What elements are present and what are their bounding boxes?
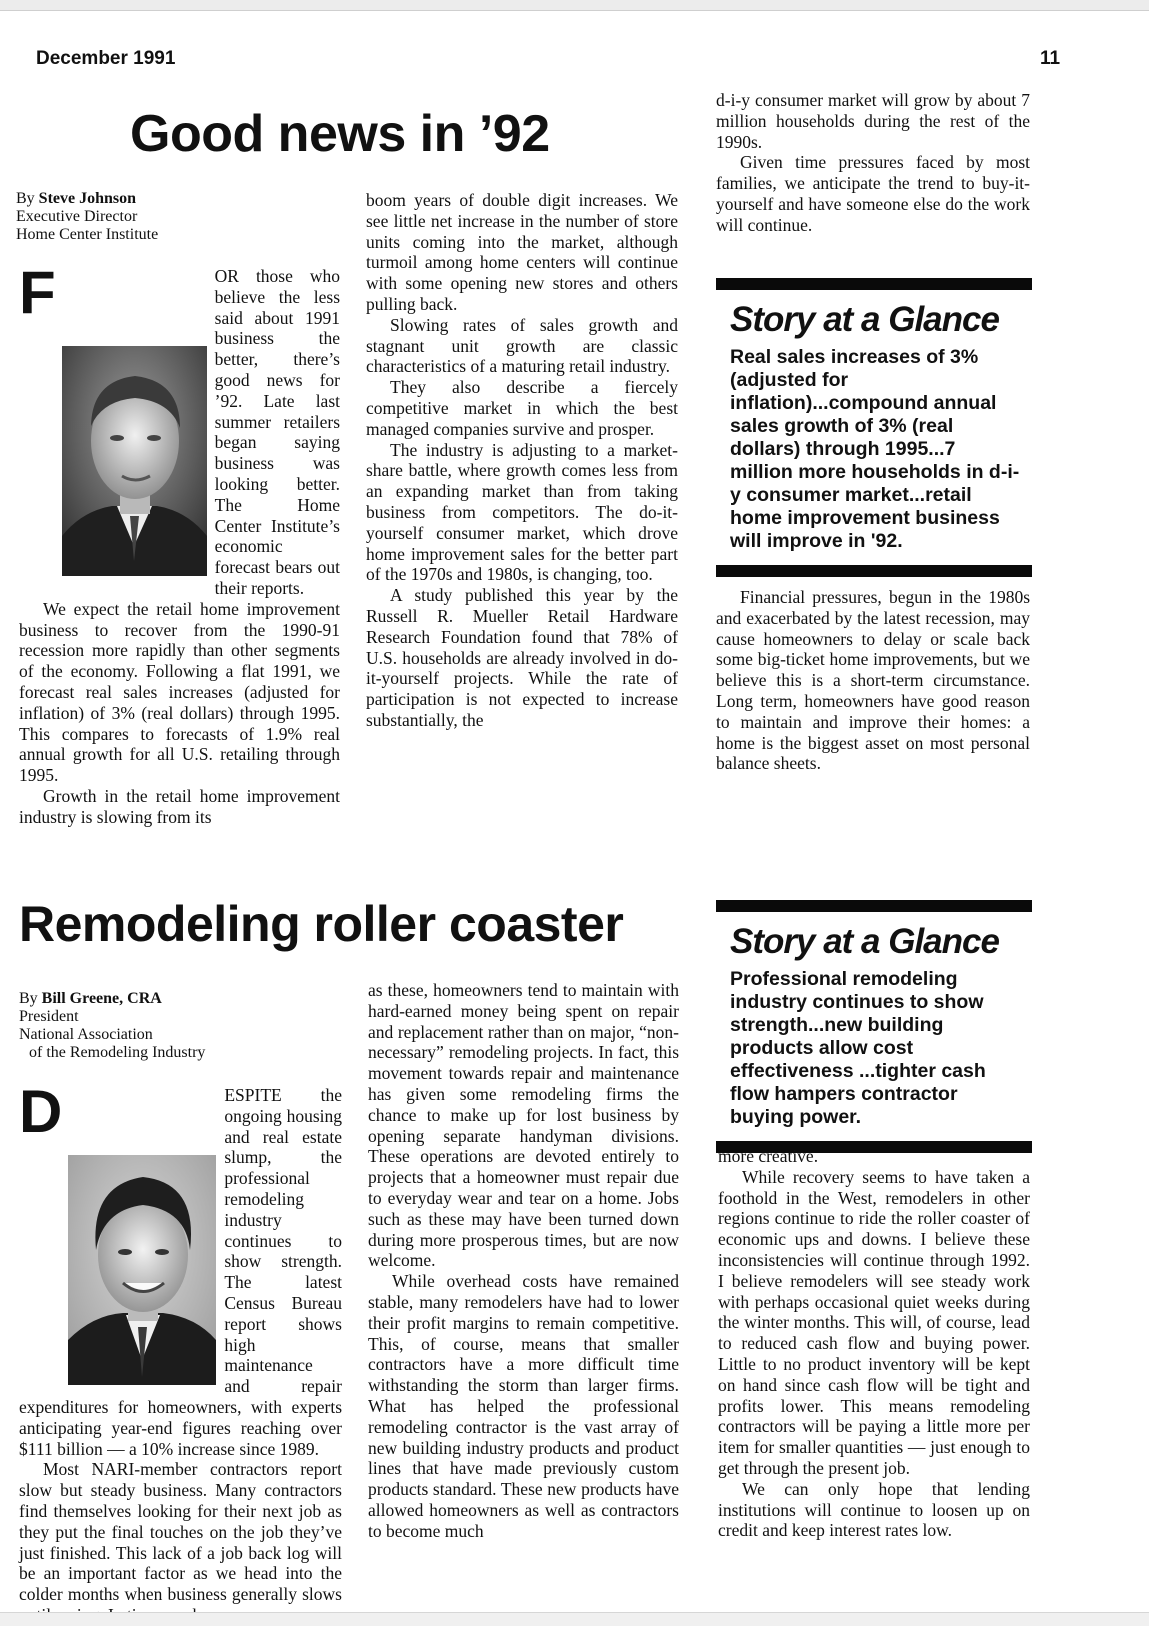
article1-headline: Good news in ’92: [130, 105, 550, 163]
article2-column-3: [718, 1146, 1030, 1541]
paragraph: The industry is adjusting to a market-share battle, where growth comes less from an expanding market than from taking business from competitors. The do-it-yourself consumer market, which drove home improvement sales for the better part of the 1970s and 1980s, is changing, too.: [366, 439, 678, 585]
paragraph: ESPITE the ongoing housing and real estate slump, the professional remodeling industry continues to show strength. The latest Census Bureau report shows high maintenance and repair expenditures for homeowners, with experts anticipating year-end figures reaching over $111 billion — a 10% increase since 1989.: [19, 1085, 342, 1459]
glance-top-rule: [716, 900, 1032, 912]
issue-date: December 1991: [36, 48, 176, 69]
article2-column-2: [368, 980, 679, 1542]
byline-prefix: By: [16, 190, 39, 207]
author-name: Bill Greene, CRA: [41, 990, 162, 1007]
article1-column-2: [366, 190, 678, 731]
glance-title: Story at a Glance: [730, 922, 999, 961]
paragraph: We expect the retail home improvement business to recover from the 1990-91 recession more rapidly than other segments of the economy. Following a flat 1991, we forecast real sales increases (adjusted for inflation) of 3% (real dollars) through 1995. This compares to forecasts of 1.9% real annual growth for all U.S. retailing through 1995.: [19, 598, 340, 786]
paragraph: Financial pressures, begun in the 1980s and exacerbated by the latest recession, may cause homeowners to delay or scale back some big-ticket home improvements, but we believe this is a short-term circumstance. Long term, homeowners have good reason to maintain and improve their homes: a home is the biggest asset on most personal balance sheets.: [716, 587, 1030, 774]
author-org: Home Center Institute: [16, 226, 159, 243]
glance-bottom-rule: [716, 565, 1032, 577]
author-photo: [68, 1155, 216, 1385]
dropcap-letter: F: [19, 259, 56, 326]
paragraph: boom years of double digit increases. We see little net increase in the number of store units coming into the market, although turmoil among home centers will continue with some opening new stores and others pulling back.: [366, 190, 678, 314]
paragraph: d-i-y consumer market will grow by about 7 million households during the rest of the 1990s.: [716, 90, 1030, 152]
article2-headline: Remodeling roller coaster: [19, 896, 624, 952]
dropcap-letter: D: [19, 1078, 63, 1145]
paragraph: OR those who believe the less said about 1991 business the better, there’s good news for ’92. Late last summer retailers began saying business was looking better. The Home Center Institute’s economic forecast bears out their reports.: [19, 266, 340, 599]
paragraph: Most NARI-member contractors report slow but steady business. Many contractors find themselves looking for their next job as they put the final touches on the job they’ve just finished. This lack of a job back log will be an important factor as we head into the colder months when business generally slows: [19, 1459, 342, 1605]
paragraph: more creative.: [718, 1146, 819, 1166]
article1-column-1: [19, 259, 340, 828]
author-org: National Association: [19, 1026, 153, 1043]
author-name: Steve Johnson: [38, 190, 137, 207]
paragraph: Slowing rates of sales growth and stagnant unit growth are classic characteristics of a maturing retail industry.: [366, 314, 678, 377]
paragraph: Growth in the retail home improvement industry is slowing from its: [19, 785, 340, 827]
paragraph: Given time pressures faced by most families, we anticipate the trend to buy-it-yourself and have someone else do the work will continue.: [716, 152, 1030, 235]
paragraph: While recovery seems to have taken a foothold in the West, remodelers in other regions continue to ride the roller coaster of economic ups and downs. I believe these inconsistencies will continue through 1992. I believe remodelers will see steady work with perhaps occasional quiet weeks during the winter months. This will, of course, lead to reduced cash flow and buying power. Little to no product inventory will be kept on hand since cash flow will be tight and profits lower. This means remodeling contractors will be paying a little more per item for smaller quantities — just enough to get through the present job.: [718, 1166, 1030, 1478]
article1-column-3-bottom: [716, 587, 1030, 774]
paragraph: A study published this year by the Russell R. Mueller Retail Hardware Research Foundation found that 78% of U.S. households are already involved in do-it-yourself projects. While the rate of participation is not expected to increase substantially, the: [366, 585, 678, 730]
paragraph: We can only hope that lending institutions will continue to loosen up on credit and keep interest rates low.: [718, 1478, 1030, 1541]
author-role: Executive Director: [16, 208, 138, 225]
byline-prefix: By: [19, 990, 42, 1007]
article2-column-1: [19, 1078, 342, 1626]
author-org-line-2: of the Remodeling Industry: [29, 1044, 206, 1061]
author-photo: [62, 346, 207, 576]
article1-column-3-top: [716, 90, 1030, 236]
glance-summary: Professional remodeling industry continues to show strength...new building products allow cost effectiveness ...tighter cash flow hampers contractor buying power.: [730, 968, 986, 1128]
page-top-edge: [0, 0, 1149, 11]
article1-byline: [16, 190, 346, 244]
article1-story-at-a-glance: [716, 278, 1032, 577]
article2-story-at-a-glance: [716, 900, 1032, 1153]
glance-top-rule: [716, 278, 1032, 290]
author-role: President: [19, 1008, 79, 1025]
paragraph: They also describe a fiercely competitive market in which the best managed companies survive and prosper.: [366, 377, 678, 439]
paragraph: While overhead costs have remained stable, many remodelers have had to lower their profit margins to remain competitive. This, of course, means that smaller contractors have a more difficult time withstanding the storm than larger firms. What has helped the professional remodeling contractor is the vast array of new building industry products and product lines that have made previously custom products standard. These new products have allowed homeowners as well as contractors to become much: [368, 1271, 679, 1541]
page-number: 11: [1040, 48, 1061, 69]
paragraph: as these, homeowners tend to maintain with hard-earned money being spent on repair and replacement rather than on major, “non-necessary” remodeling projects. In fact, this movement towards repair and maintenance has given some remodeling firms the chance to make up for lost business by opening separate handyman divisions. These operations are devoted entirely to projects that a homeowner must repair due to everyday wear and tear on a home. Jobs such as these may have been turned down during more prosperous times, but are now welcome.: [368, 980, 679, 1271]
glance-title: Story at a Glance: [730, 300, 999, 339]
page-bottom-edge: [0, 1612, 1149, 1626]
article2-byline: [19, 990, 349, 1062]
glance-summary: Real sales increases of 3% (adjusted for inflation)...compound annual sales growth of 3% (real dollars) through 1995...7 million more households in d-i-y consumer market...retail home improvement business will improve in '92.: [730, 346, 1020, 552]
